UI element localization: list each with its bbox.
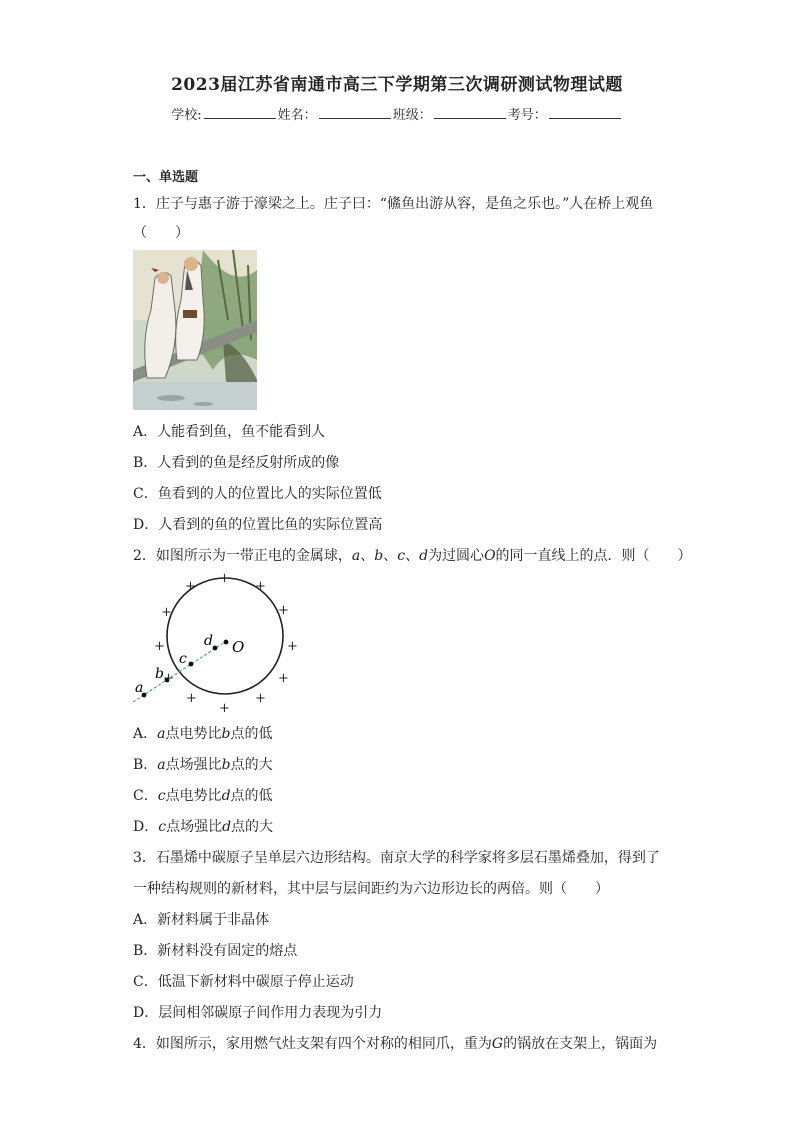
option-text: 点的低 (230, 726, 273, 742)
label-a: a (135, 680, 144, 696)
plus-sign: + (287, 639, 298, 654)
q2-option-d[interactable] (133, 816, 273, 836)
q2-sep: 、 (360, 548, 375, 564)
label-d: d (204, 633, 213, 649)
q3-stem-line1: 3．石墨烯中碳原子呈单层六边形结构。南京大学的科学家将多层石墨烯叠加，得到了 (133, 850, 660, 866)
class-blank[interactable] (434, 106, 506, 119)
option-text: 点的大 (231, 819, 274, 835)
q4-stem-pre: 4．如图所示，家用燃气灶支架有四个对称的相同爪，重为 (133, 1036, 492, 1052)
point-o (224, 640, 229, 645)
school-label: 学校: (171, 108, 202, 123)
id-blank[interactable] (549, 106, 621, 119)
q2-option-a[interactable] (133, 723, 272, 743)
plus-sign: + (219, 571, 230, 586)
option-prefix: A． (133, 726, 158, 742)
plus-sign: + (163, 671, 174, 686)
plus-sign: + (185, 579, 196, 594)
option-var: c (157, 788, 166, 804)
q1-painting-image (133, 250, 257, 410)
q2-option-c[interactable] (133, 785, 273, 805)
q1-stem-line1: 1．庄子与惠子游于濠梁之上。庄子曰：“鯈鱼出游从容，是鱼之乐也。”人在桥上观鱼 (133, 196, 654, 212)
student-info-line (0, 104, 794, 123)
q3-stem-line2: 一种结构规则的新材料，其中层与层间距约为六边形边长的两倍。则（ ） (133, 881, 609, 897)
q2-var-c: c (397, 548, 406, 564)
option-text: 点的大 (230, 757, 273, 773)
option-prefix: C． (133, 788, 158, 804)
q3-option-b[interactable]: B．新材料没有固定的熔点 (133, 943, 298, 959)
sphere-outline (167, 578, 283, 694)
label-c: c (179, 651, 187, 667)
option-var: b (221, 726, 231, 742)
q1-option-b[interactable]: B．人看到的鱼是经反射所成的像 (133, 455, 340, 471)
option-prefix: D． (133, 819, 159, 835)
q2-stem-pre: 2．如图所示为一带正电的金属球， (133, 548, 352, 564)
plus-sign: + (186, 691, 197, 706)
q1-stem-line2: （ ） (133, 225, 189, 241)
name-blank[interactable] (319, 106, 391, 119)
q4-var-g: G (491, 1036, 504, 1052)
section-heading: 一、单选题 (133, 170, 199, 185)
id-label: 考号： (507, 108, 547, 123)
q2-var-o: O (484, 548, 496, 564)
plus-sign: + (278, 603, 289, 618)
q2-charged-sphere-diagram (133, 568, 303, 716)
name-label: 姓名： (277, 108, 317, 123)
option-var: c (158, 819, 167, 835)
option-var: d (222, 819, 232, 835)
option-text: 点场强比 (166, 819, 223, 835)
q2-stem-post: 的同一直线上的点．则（ ） (495, 548, 692, 564)
q2-var-b: b (374, 548, 384, 564)
q4-stem-post: 的锅放在支架上，锅面为 (503, 1036, 658, 1052)
q3-option-c[interactable]: C．低温下新材料中碳原子停止运动 (133, 974, 354, 990)
option-text: 点场强比 (165, 757, 222, 773)
q2-sep: 、 (383, 548, 398, 564)
school-blank[interactable] (204, 106, 276, 119)
q3-option-d[interactable]: D．层间相邻碳原子间作用力表现为引力 (133, 1005, 383, 1021)
point-d (213, 646, 218, 651)
option-prefix: B． (133, 757, 158, 773)
label-o: O (232, 638, 245, 656)
class-label: 班级： (392, 108, 432, 123)
q1-option-c[interactable]: C．鱼看到的人的位置比人的实际位置低 (133, 486, 382, 502)
plus-sign: + (219, 701, 230, 716)
page-title: 2023届江苏省南通市高三下学期第三次调研测试物理试题 (171, 75, 623, 95)
point-c (189, 662, 194, 667)
label-b: b (155, 666, 164, 682)
q3-option-a[interactable]: A．新材料属于非晶体 (133, 912, 270, 928)
option-text: 点的低 (230, 788, 273, 804)
q2-option-b[interactable] (133, 754, 273, 774)
option-text: 点电势比 (165, 726, 222, 742)
plus-sign: + (278, 671, 289, 686)
option-var: a (157, 726, 166, 742)
plus-sign: + (161, 605, 172, 620)
q2-var-a: a (351, 548, 361, 564)
q2-sep: 、 (405, 548, 420, 564)
option-var: a (157, 757, 166, 773)
q4-stem (133, 1033, 657, 1053)
option-var: d (221, 788, 231, 804)
plus-sign: + (154, 639, 165, 654)
plus-sign: + (255, 579, 266, 594)
option-var: b (221, 757, 231, 773)
q2-stem-mid: 为过圆心 (428, 548, 485, 564)
plus-sign: + (255, 691, 266, 706)
q2-stem (133, 545, 692, 565)
q1-option-d[interactable]: D．人看到的鱼的位置比鱼的实际位置高 (133, 517, 383, 533)
q2-var-d: d (419, 548, 429, 564)
option-text: 点电势比 (165, 788, 222, 804)
q1-option-a[interactable]: A．人能看到鱼，鱼不能看到人 (133, 424, 326, 440)
